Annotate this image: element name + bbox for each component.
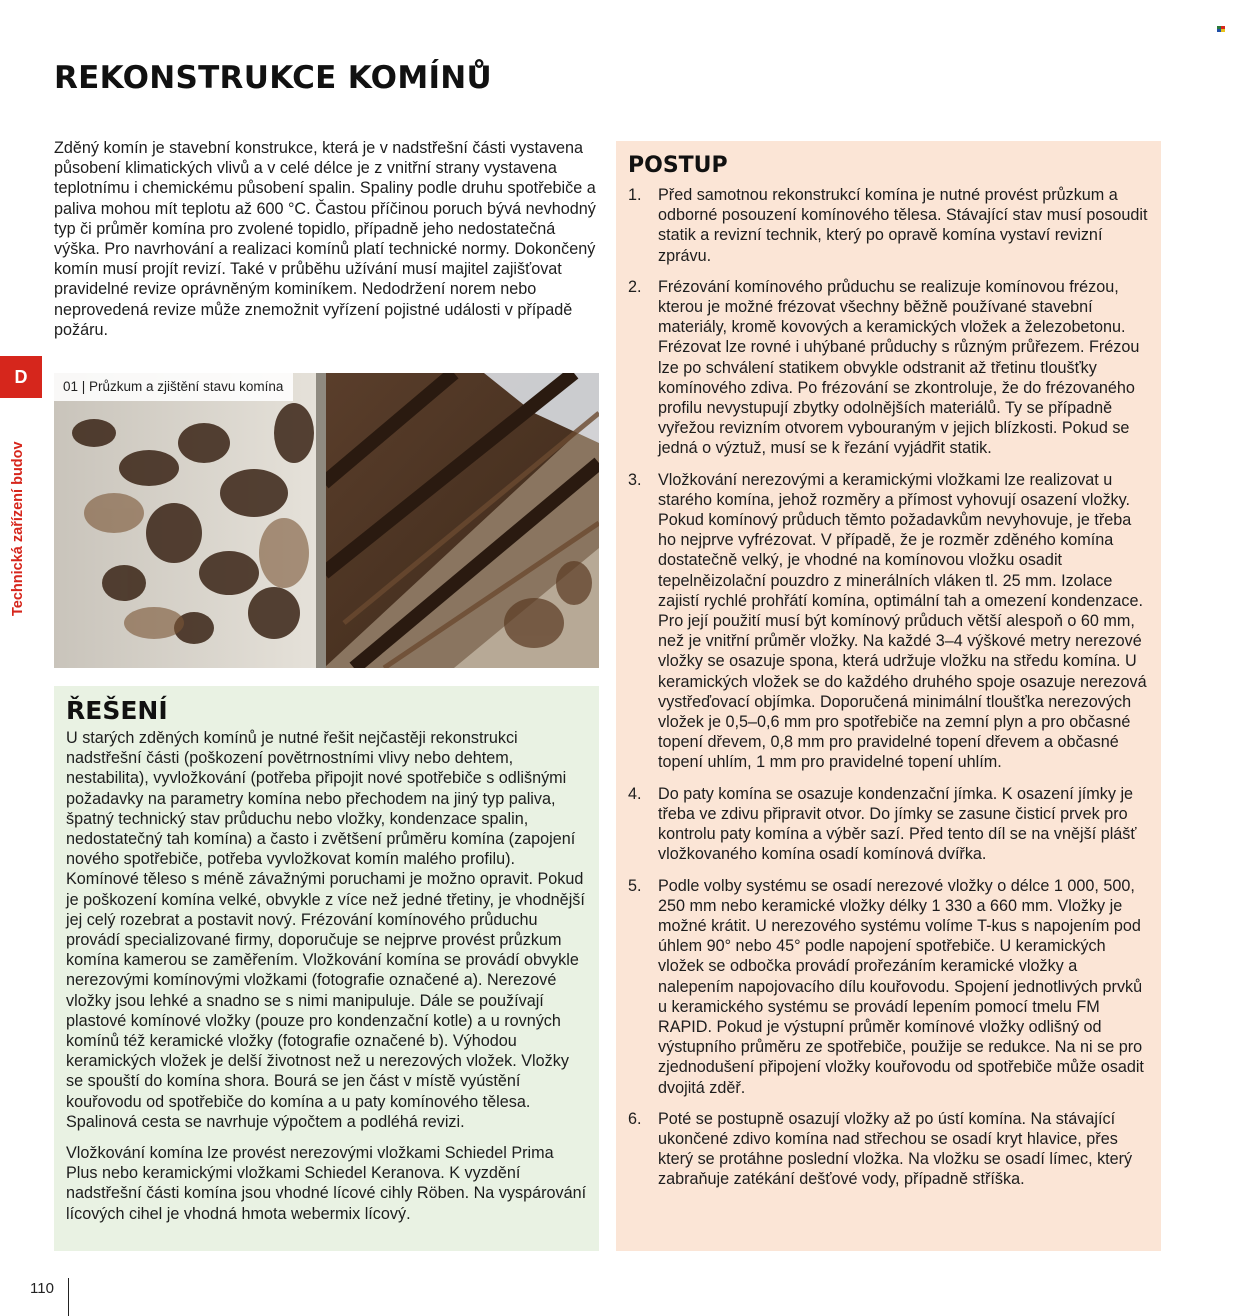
procedure-step [628,784,1149,865]
procedure-step [628,1109,1149,1190]
procedure-heading: POSTUP [628,153,728,178]
chapter-tab [0,356,42,398]
solution-paragraph: U starých zděných komínů je nutné řešit nejčastěji rekonstrukci nadstřešní části (poškození povětrnostními vlivy nebo dehtem, nestabilita), vyvložkování (potřeba připojit nové spotřebiče s odlišnými požadavky na parametry komína nebo přechodem na jiný typ paliva, špatný technický stav průduchu nebo vložky, kondenzace spalin, nedostatečný tah komína) a často i zvětšení průměru komína (zapojení nového spotřebiče, potřeba vyvložkovat komín malého profilu). Komínové těleso s méně závažnými poruchami je možno opravit. Pokud je poškození komína velké, obvykle z více než jedné třetiny, je vhodnější jej celý rozebrat a postavit nový. Frézování komínového průduchu provádí specializované firmy, doporučuje se nejprve provést průzkum komína kamerou se zaměřením. Vložkování komína se provádí obvykle nerezovými komínovými vložkami (fotografie označené a). Nerezové vložky jsou lehké a snadno se s nimi manipuluje. Dále se používají plastové komínové vložky (pouze pro kondenzační kotle) a u rovných komínů též keramické vložky (fotografie označené b). Výhodou keramických vložek je delší životnost než u nerezových vložek. Vložky se spouští do komína shora. Bourá se jen část v místě vyústění kouřovodu od spotřebiče do komína a u paty komínového tělesa. Spalinová cesta se navrhuje výpočtem a podléhá revizi. [66,729,585,1131]
step-text: Frézování komínového průduchu se realizuje komínovou frézou, kterou je možné frézovat všechny běžně používané stavební materiály, kromě kovových a keramických vložek a železobetonu. Frézovat lze rovné i uhýbané průduchy s různým průřezem. Frézou lze po schválení statikem obvykle odstranit až třetinu tloušťky komínového zdiva. Po frézování se zkontroluje, že do frézovaného profilu nevystupují zbytky odolnějších materiálů. Ty se případně vyřežou revizním otvorem vybouraným v jejich blízkosti. Pokud se jedná o výztuž, musí se k řezání vyjádřit statik. [658,277,1140,458]
color-registration-mark [1217,26,1226,33]
solution-section [54,686,599,1251]
step-number: 4. [628,784,642,803]
solution-heading: ŘEŠENÍ [66,696,168,725]
chimney-survey-photo [54,373,599,668]
step-text: Vložkování nerezovými a keramickými vložkami lze realizovat u starého komína, jehož rozměry a přímost vyhovují osazení vložky. Pokud komínový průduch těmto požadavkům nevyhovuje, je třeba ho nejprve vyfrézovat. V případě, že je rozměr zděného komína dostatečně velký, je vhodné na komínovou vložku osadit tepelněizolační pouzdro z minerálních vláken tl. 25 mm. Izolace zajistí rychlé prohřátí komína, optimální tah a omezení kondenzace. Pro její použití musí být komínový průduch větší alespoň o 60 mm, než je vnitřní průměr vložky. Na každé 3–4 výškové metry nerezové vložky se osazuje spona, která udržuje vložku na středu komína. U keramických vložek se do každého druhého spoje osazuje nerezová vystřeďovací objímka. Doporučená minimální tloušťka nerezových vložek je 0,5–0,6 mm pro spotřebiče na zemní plyn a pro občasné topení dřevem, 0,8 mm pro pravidelné topení dřevem a občasné topení uhlím, 1 mm pro pravidelné topení uhlím. [658,470,1147,772]
procedure-step [628,277,1149,459]
page-number: 110 [30,1280,54,1297]
page-title: REKONSTRUKCE KOMÍNŮ [54,60,493,96]
procedure-step [628,876,1149,1098]
step-number: 5. [628,876,642,895]
step-text: Podle volby systému se osadí nerezové vložky o délce 1 000, 500, 250 mm nebo keramické vložky délky 1 330 a 660 mm. Vložky je možné krátit. U nerezového systému volíme T-kus s napojením pod úhlem 90° nebo 45° podle napojení spotřebiče. U keramických vložek se odbočka provádí prořezáním keramické vložky a nalepením napojovacího dílu kouřovodu. Spojení jednotlivých prvků u keramického systému se provádí lepením pomocí tmelu FM RAPID. Pokud je výstupní průměr komínové vložky odlišný od výstupního průměru ze spotřebiče, použije se redukce. Na ni se pro zjednodušení připojení vložky kouřovodu od spotřebiče může osadit dvojitá zděř. [658,876,1144,1097]
chimney-photo-illustration [54,373,599,668]
step-number: 3. [628,470,642,489]
procedure-step [628,185,1149,266]
intro-paragraph: Zděný komín je stavební konstrukce, která je v nadstřešní části vystavena působení klimatických vlivů a v celé délce je z vnitřní strany vystavena teplotnímu i chemickému působení spalin. Spaliny podle druhu spotřebiče a paliva mohou mít teplotu až 600 °C. Častou příčinou poruch bývá nevhodný typ či průměr komína pro zvolené topidlo, případně jeho nedostatečná výška. Pro navrhování a realizaci komínů platí technické normy. Dokončený komín musí projít revizí. Také v průběhu užívání musí majitel zajišťovat pravidelné revize oprávněným kominíkem. Nedodržení norem nebo neprovedená revize může znemožnit vyřízení pojistné události v případě požáru. [54,139,596,339]
photo-caption: 01 | Průzkum a zjištění stavu komína [54,373,293,401]
solution-paragraph: Vložkování komína lze provést nerezovými vložkami Schiedel Prima Plus nebo keramickými vložkami Schiedel Keranova. K vyzdění nadstřešní části komína jsou vhodné lícové cihly Röben. Na vyspárování lícových cihel je vhodná hmota webermix lícový. [66,1144,587,1223]
step-text: Do paty komína se osazuje kondenzační jímka. K osazení jímky je třeba ve zdivu připravit otvor. Do jímky se zasune čisticí prvek pro kontrolu paty komína a výběr sazí. Před tento díl se na vnější plášť vložkovaného komína osadí komínová dvířka. [658,784,1137,864]
chapter-label: Technická zařízení budov [10,441,26,616]
step-text: Před samotnou rekonstrukcí komína je nutné provést průzkum a odborné posouzení komínového tělesa. Stávající stav musí posoudit statik a revizní technik, který po opravě komína vystaví revizní zprávu. [658,186,1148,265]
procedure-step [628,470,1149,773]
chapter-letter: D [14,366,28,387]
step-number: 2. [628,277,642,296]
page-number-divider [68,1278,69,1316]
step-number: 1. [628,186,642,204]
step-text: Poté se postupně osazují vložky až po ústí komína. Na stávající ukončené zdivo komína nad střechou se osadí kryt hlavice, přes který se protáhne poslední vložka. Na vložku se osadí límec, který zabraňuje zatékání dešťové vody, případně stříška. [658,1109,1133,1189]
step-number: 6. [628,1109,642,1128]
procedure-section [616,141,1161,1251]
